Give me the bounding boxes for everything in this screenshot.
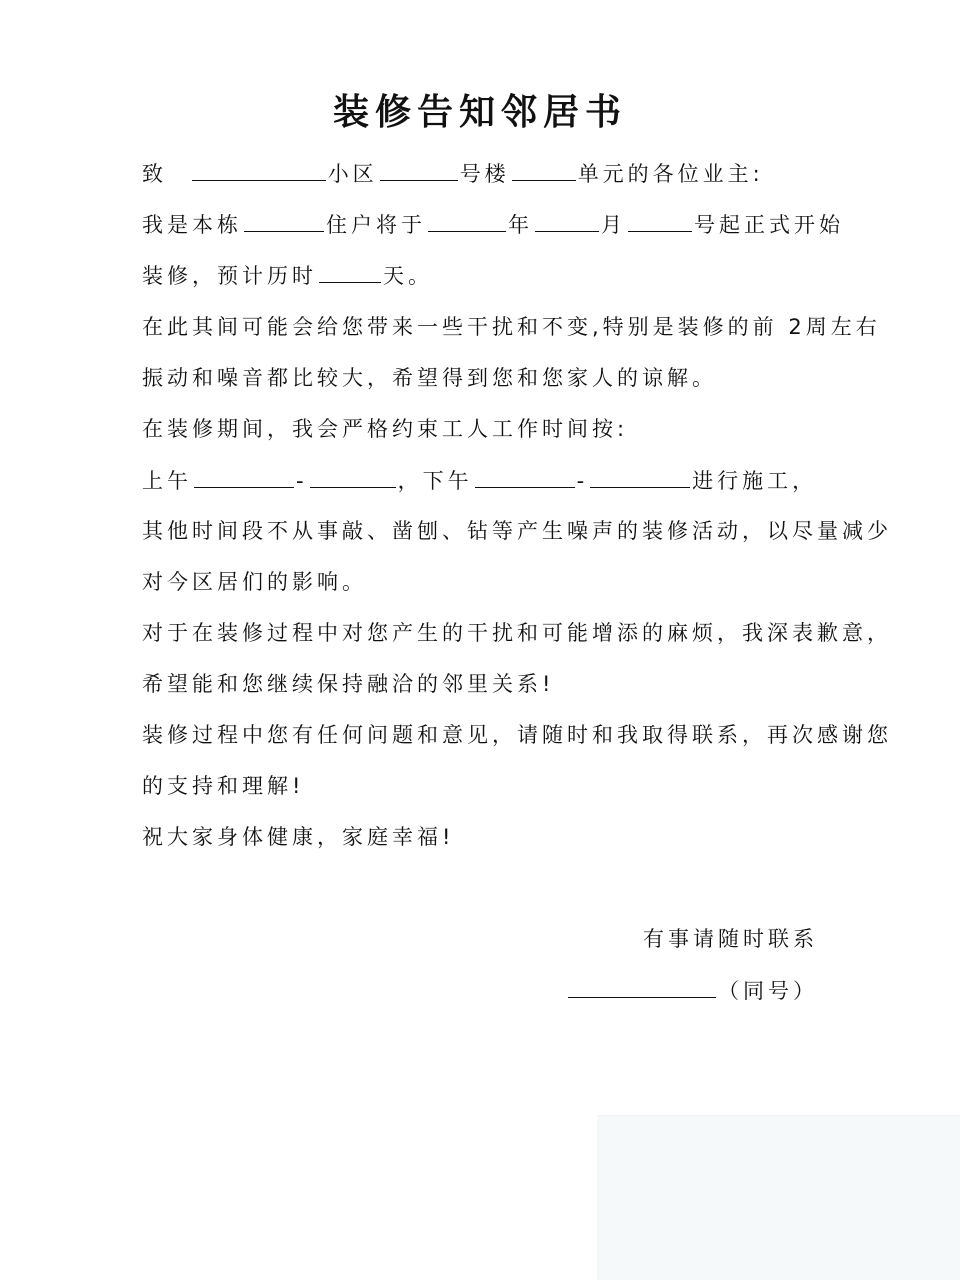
dash: - bbox=[576, 469, 589, 493]
same-number-label: （同号） bbox=[718, 979, 818, 1003]
addressee-line bbox=[142, 158, 764, 189]
background-panel bbox=[597, 1115, 960, 1280]
morning-end-blank[interactable] bbox=[310, 465, 396, 488]
unit-label: 单元的各位业主: bbox=[577, 162, 764, 186]
paragraph-line: 的支持和理解! bbox=[142, 774, 305, 798]
construct-label: 进行施工， bbox=[692, 469, 818, 493]
month-blank[interactable] bbox=[535, 209, 599, 232]
afternoon-end-blank[interactable] bbox=[590, 465, 690, 488]
resident-will-label: 住户将于 bbox=[326, 213, 426, 237]
unit-blank[interactable] bbox=[512, 158, 576, 181]
room-blank[interactable] bbox=[244, 209, 324, 232]
afternoon-start-blank[interactable] bbox=[475, 465, 575, 488]
to-label: 致 bbox=[142, 162, 167, 186]
document-title: 装修告知邻居书 bbox=[332, 92, 627, 133]
paragraph-line: 希望能和您继续保持融洽的邻里关系! bbox=[142, 672, 555, 696]
start-label: 号起正式开始 bbox=[694, 213, 844, 237]
month-label: 月 bbox=[601, 213, 626, 237]
days-label: 天。 bbox=[383, 264, 433, 288]
resident-line bbox=[142, 209, 844, 240]
paragraph-line: 振动和噪音都比较大，希望得到您和您家人的谅解。 bbox=[142, 366, 717, 390]
building-blank[interactable] bbox=[380, 158, 458, 181]
days-blank[interactable] bbox=[319, 260, 381, 283]
building-label: 号楼 bbox=[459, 162, 510, 186]
duration-label: 装修，预计历时 bbox=[142, 264, 317, 288]
day-blank[interactable] bbox=[628, 209, 692, 232]
paragraph-line: 对今区居们的影响。 bbox=[142, 570, 367, 594]
morning-start-blank[interactable] bbox=[194, 465, 294, 488]
year-blank[interactable] bbox=[428, 209, 506, 232]
paragraph-line: 在装修期间，我会严格约束工人工作时间按: bbox=[142, 417, 629, 441]
paragraph-line: 在此其间可能会给您带来一些干扰和不变,特别是装修的前 2周左右 bbox=[142, 315, 881, 339]
community-label: 小区 bbox=[327, 162, 378, 186]
dash: - bbox=[296, 469, 308, 493]
duration-line bbox=[142, 260, 433, 291]
afternoon-label: ，下午 bbox=[397, 469, 473, 493]
paragraph-line: 对于在装修过程中对您产生的干扰和可能增添的麻烦，我深表歉意， bbox=[142, 621, 892, 645]
paragraph-line: 装修过程中您有任何问题和意见，请随时和我取得联系，再次感谢您 bbox=[142, 723, 892, 747]
closing-greeting: 祝大家身体健康，家庭幸福! bbox=[142, 825, 455, 849]
work-hours-line bbox=[142, 465, 817, 496]
morning-label: 上午 bbox=[142, 469, 192, 493]
contact-label: 有事请随时联系 bbox=[643, 927, 818, 951]
paragraph-line: 其他时间段不从事敲、凿刨、钻等产生噪声的装修活动，以尽量减少 bbox=[142, 519, 892, 543]
year-label: 年 bbox=[508, 213, 533, 237]
resident-label: 我是本栋 bbox=[142, 213, 242, 237]
community-blank[interactable] bbox=[192, 158, 326, 181]
phone-line bbox=[566, 975, 818, 1006]
phone-blank[interactable] bbox=[568, 975, 716, 998]
